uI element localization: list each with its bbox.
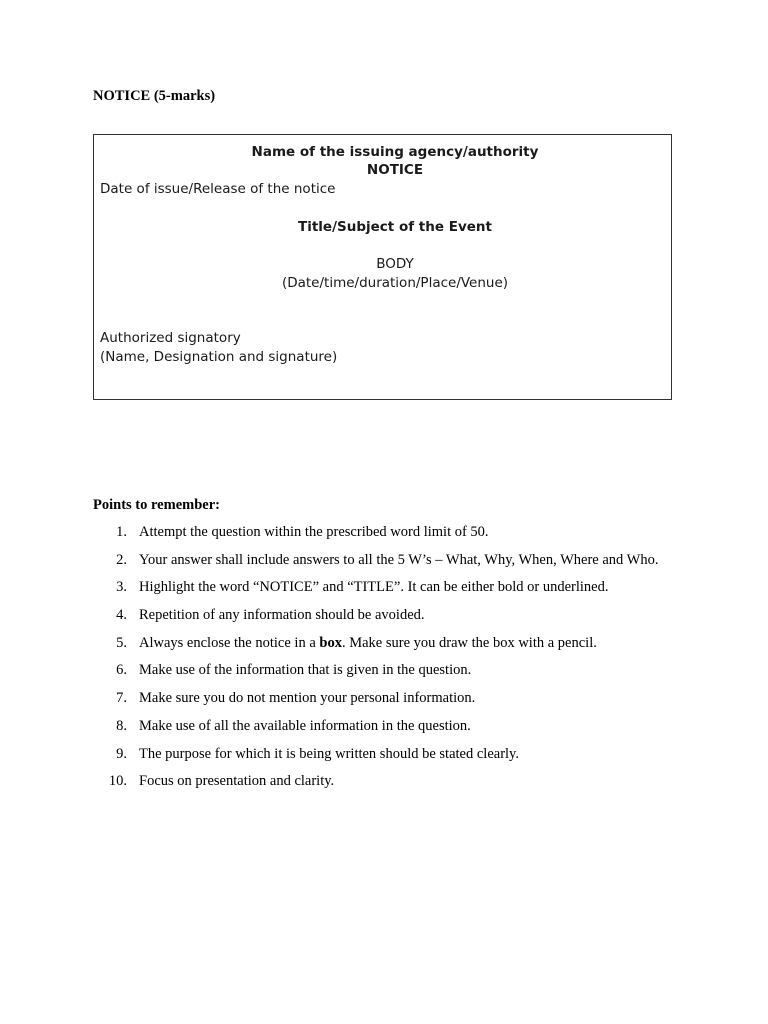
item-text: Highlight the word “NOTICE” and “TITLE”. It can be either bold or underlined. (139, 579, 609, 596)
item-text-bold: box (319, 634, 342, 651)
notice-body-details: (Date/time/duration/Place/Venue) (281, 275, 509, 291)
item-number: 4. (116, 607, 127, 624)
list-item (93, 690, 673, 707)
item-text-after: . Make sure you draw the box with a pencil. (341, 634, 597, 651)
signatory: Authorized signatory (100, 330, 241, 346)
item-text: The purpose for which it is being written should be stated clearly. (139, 745, 519, 762)
notice-body: BODY (376, 256, 414, 272)
points-heading: Points to remember: (93, 497, 220, 513)
item-text: Make use of all the available information in the question. (139, 717, 471, 734)
item-text: Repetition of any information should be avoided. (139, 607, 425, 624)
notice-word: NOTICE (366, 162, 424, 178)
item-number: 9. (116, 745, 127, 762)
item-number: 3. (116, 579, 127, 596)
item-text: Make use of the information that is given in the question. (139, 662, 472, 679)
item-number: 8. (116, 717, 127, 734)
list-item (93, 607, 673, 624)
item-number: 10. (108, 773, 127, 790)
list-item (93, 746, 673, 763)
item-text: Focus on presentation and clarity. (139, 773, 335, 790)
notice-title: Title/Subject of the Event (298, 219, 492, 235)
item-number: 6. (116, 662, 127, 679)
item-text: Your answer shall include answers to all the 5 W’s – What, Why, When, Where and Who. (139, 551, 659, 568)
list-item (93, 579, 673, 596)
item-text: Attempt the question within the prescribed word limit of 50. (139, 524, 489, 540)
notice-format-box (93, 134, 672, 400)
agency-name: Name of the issuing agency/authority (251, 144, 539, 160)
item-text: Make sure you do not mention your personal information. (139, 690, 476, 707)
list-item (93, 773, 673, 790)
item-number: 1. (116, 524, 127, 540)
item-text-before: Always enclose the notice in a (139, 634, 320, 651)
list-item (93, 552, 673, 569)
list-item (93, 635, 673, 652)
page-heading: NOTICE (5-marks) (93, 88, 216, 104)
list-item (93, 662, 673, 679)
item-number: 7. (116, 690, 127, 707)
signatory-details: (Name, Designation and signature) (100, 349, 338, 365)
list-item (93, 524, 673, 541)
item-number: 2. (116, 551, 127, 568)
notice-date: Date of issue/Release of the notice (100, 181, 336, 197)
list-item (93, 718, 673, 735)
points-list (93, 524, 673, 801)
item-number: 5. (116, 634, 127, 651)
